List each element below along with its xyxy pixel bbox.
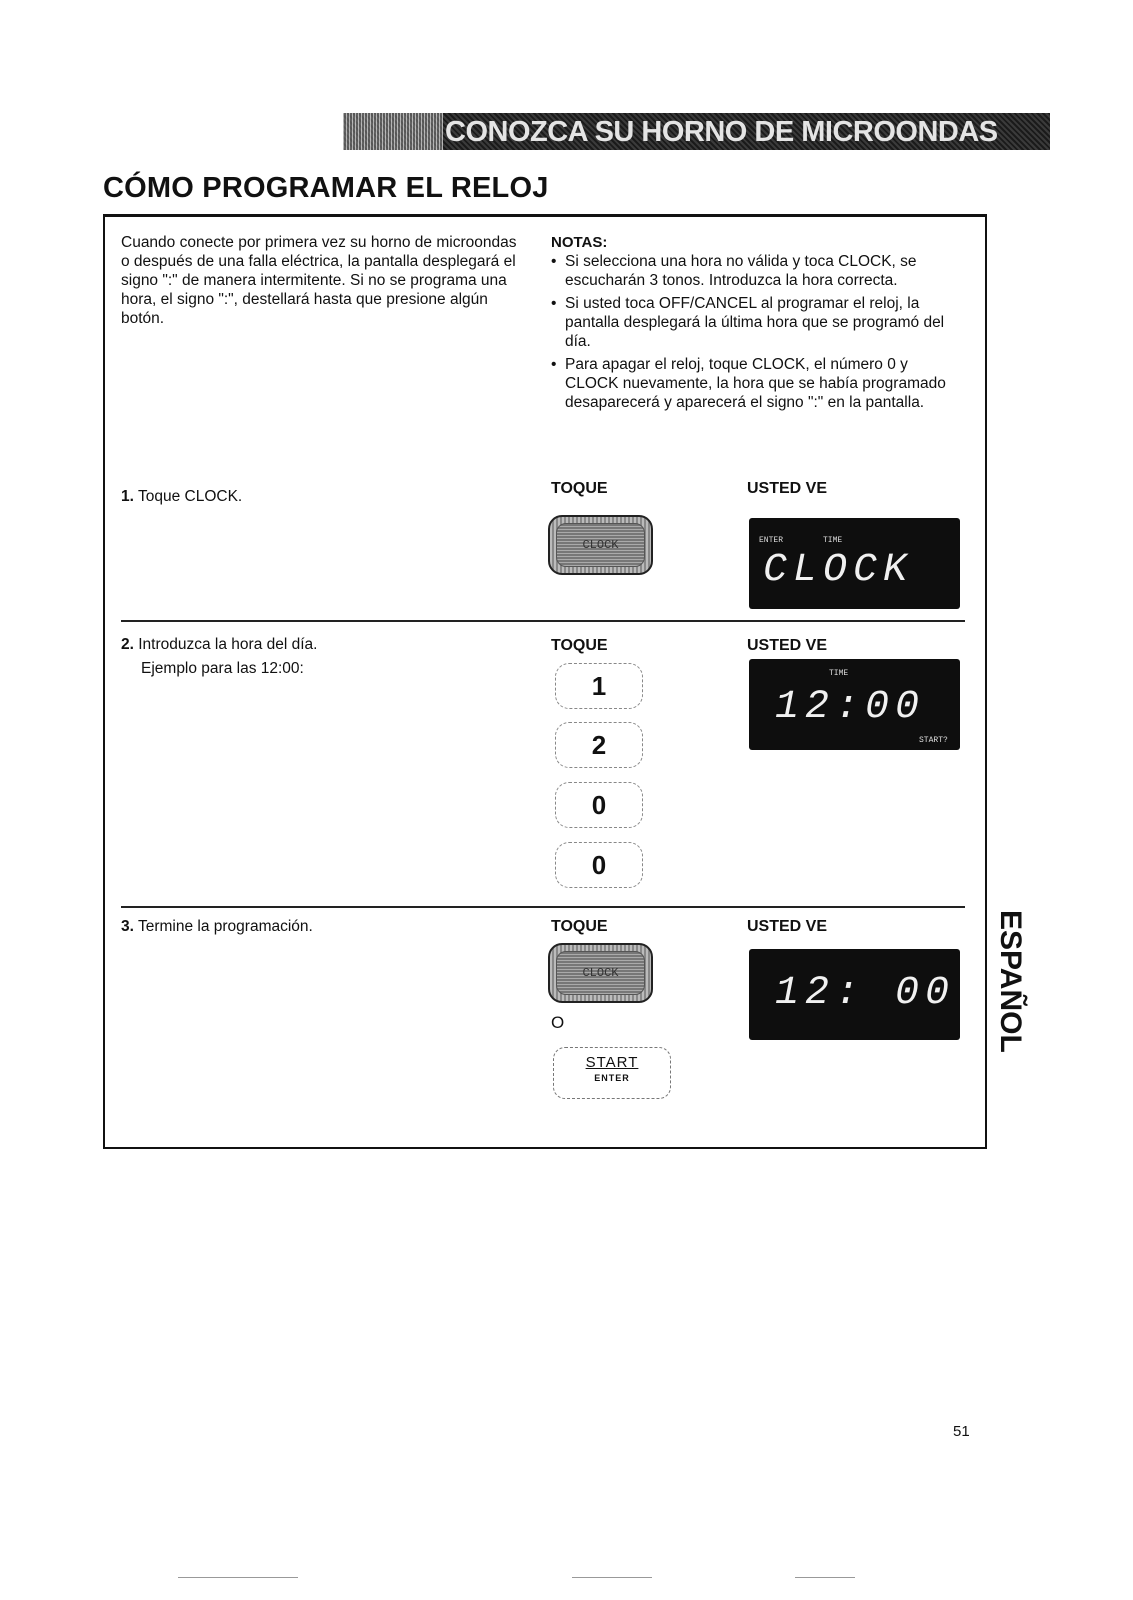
step-text: Introduzca la hora del día. [138,636,318,653]
notes-heading: NOTAS: [551,234,608,251]
divider [121,620,965,622]
start-button[interactable] [553,1047,671,1099]
page-number: 51 [953,1423,970,1440]
clock-button[interactable] [548,515,653,575]
note-item: • Si usted toca OFF/CANCEL al programar el reloj, la pantalla desplegará la última hora que se programó del día. [551,294,961,351]
intro-text: Cuando conecte por primera vez su horno de microondas o después de una falla eléctrica, la pantalla desplegará el signo ":" de manera intermitente. Si no se programa una hora, el signo ":", destellará hasta que presione algún botón. [121,234,517,327]
banner-texture [343,113,443,150]
side-language-tab [985,910,1045,1060]
or-text: O [551,1013,565,1032]
step-1 [121,488,242,506]
scan-artifact [178,1577,298,1578]
toque-header: TOQUE [551,918,608,935]
number-key-2[interactable]: 2 [555,722,643,768]
clock-button-label: CLOCK [556,951,645,995]
display-value: CLOCK [763,548,914,593]
display-screen [749,949,960,1040]
notes-list [551,252,961,412]
note-item: • Para apagar el reloj, toque CLOCK, el número 0 y CLOCK nuevamente, la hora que se había programado desaparecerá y aparecerá el signo ":" en la pantalla. [551,355,961,412]
step-2 [121,636,317,678]
usted-ve-header: USTED VE [747,480,828,497]
toque-header: TOQUE [551,637,608,654]
number-key-1[interactable]: 1 [555,663,643,709]
section-banner [343,113,1050,150]
side-language-label: ESPAÑOL [994,910,1027,1053]
clock-button[interactable] [548,943,653,1003]
step-number: 2. [121,636,134,653]
scan-artifact [572,1577,652,1578]
step-text: Termine la programación. [137,918,313,935]
number-key-0[interactable]: 0 [555,782,643,828]
usted-ve-header: USTED VE [747,918,828,935]
banner-text: CONOZCA SU HORNO DE MICROONDAS [445,116,998,148]
start-button-label: START [585,1054,639,1071]
step-text: Toque CLOCK. [137,488,243,505]
usted-ve-header: USTED VE [747,637,828,654]
step-3 [121,918,313,936]
enter-indicator: ENTER [759,536,784,545]
enter-label: ENTER [594,1073,630,1083]
display-screen [749,659,960,750]
display-value: 12:00 [775,685,926,730]
toque-header: TOQUE [551,480,608,497]
time-indicator: TIME [823,536,843,545]
time-indicator: TIME [829,669,849,678]
clock-button-label: CLOCK [556,523,645,567]
display-value: 12: 00 [775,971,956,1016]
scan-artifact [795,1577,855,1578]
note-item: • Si selecciona una hora no válida y toca CLOCK, se escucharán 3 tonos. Introduzca la hora correcta. [551,252,961,290]
start-indicator: START? [919,736,948,745]
display-screen [749,518,960,609]
notes-block [551,233,961,416]
divider [121,906,965,908]
step-number: 3. [121,918,134,935]
page-title: CÓMO PROGRAMAR EL RELOJ [103,172,549,204]
step-subtext: Ejemplo para las 12:00: [141,660,304,677]
step-number: 1. [121,488,134,505]
number-key-0[interactable]: 0 [555,842,643,888]
